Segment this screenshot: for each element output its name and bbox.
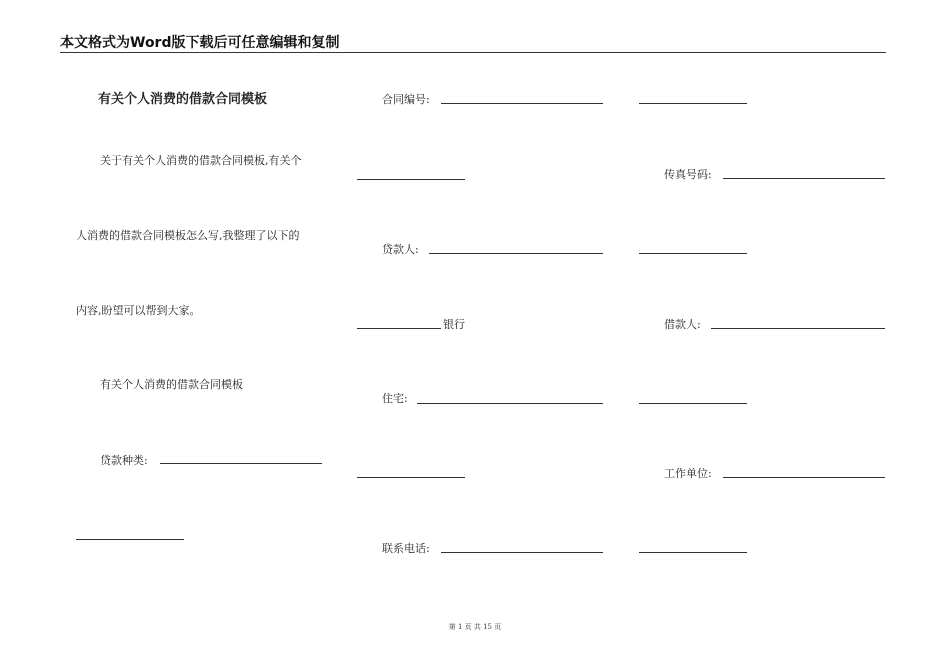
bank-name-blank[interactable] bbox=[357, 328, 441, 329]
intro-line-1: 关于有关个人消费的借款合同模板,有关个 bbox=[100, 154, 302, 167]
document-header bbox=[60, 34, 886, 53]
borrower-blank[interactable] bbox=[711, 328, 885, 329]
contract-number-blank[interactable] bbox=[441, 103, 603, 104]
page-footer: 第 1 页 共 15 页 bbox=[448, 623, 502, 631]
column3-blank-row5[interactable] bbox=[639, 403, 747, 404]
loan-type-blank-continued[interactable] bbox=[76, 539, 184, 540]
column2-blank-row6[interactable] bbox=[357, 477, 465, 478]
loan-type-blank[interactable] bbox=[160, 463, 322, 464]
column3-blank-row7[interactable] bbox=[639, 552, 747, 553]
document-title: 有关个人消费的借款合同模板 bbox=[98, 92, 268, 107]
fax-label: 传真号码: bbox=[664, 168, 712, 181]
address-blank[interactable] bbox=[417, 403, 603, 404]
column3-blank-row3[interactable] bbox=[639, 253, 747, 254]
fax-blank[interactable] bbox=[723, 178, 885, 179]
lender-blank[interactable] bbox=[429, 253, 603, 254]
column3-blank-row1[interactable] bbox=[639, 103, 747, 104]
header-text: 本文格式为Word版下载后可任意编辑和复制 bbox=[60, 35, 340, 51]
phone-label: 联系电话: bbox=[382, 542, 430, 555]
bank-suffix: 银行 bbox=[443, 318, 465, 331]
section-subtitle: 有关个人消费的借款合同模板 bbox=[100, 378, 243, 391]
workplace-blank[interactable] bbox=[723, 477, 885, 478]
borrower-label: 借款人: bbox=[664, 318, 701, 331]
loan-type-label: 贷款种类: bbox=[100, 454, 148, 467]
address-label: 住宅: bbox=[382, 392, 408, 405]
intro-line-2: 人消费的借款合同模板怎么写,我整理了以下的 bbox=[76, 229, 300, 242]
intro-line-3: 内容,盼望可以帮到大家。 bbox=[76, 304, 201, 317]
contract-number-label: 合同编号: bbox=[382, 93, 430, 106]
lender-label: 贷款人: bbox=[382, 243, 419, 256]
phone-blank[interactable] bbox=[441, 552, 603, 553]
workplace-label: 工作单位: bbox=[664, 467, 712, 480]
column2-blank-row2[interactable] bbox=[357, 179, 465, 180]
